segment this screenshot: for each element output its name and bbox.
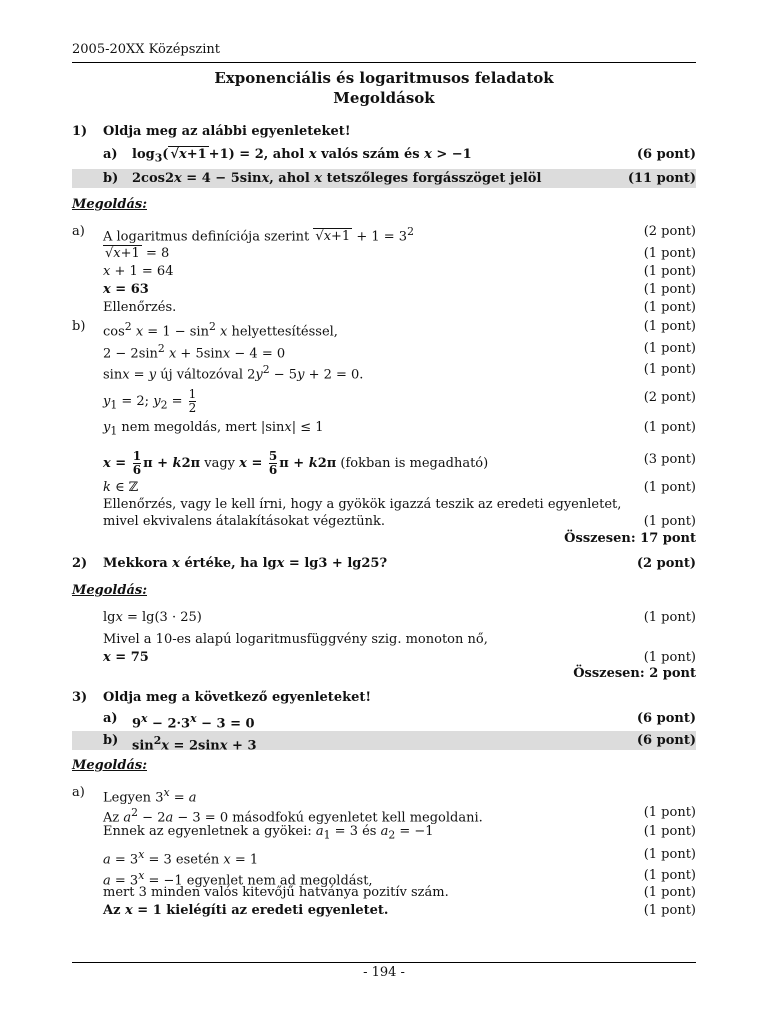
problem-1a <box>72 145 696 164</box>
math-text: a) <box>103 147 118 162</box>
math-text: 1 <box>188 387 197 401</box>
math-text: 1 <box>323 828 331 842</box>
subtitle: Megoldások <box>333 89 435 107</box>
points: Összesen: 2 pont <box>573 666 696 681</box>
math-text: x <box>284 420 292 435</box>
math-text: Legyen $3^x = a$ <box>103 786 197 806</box>
line <box>72 803 696 826</box>
math-text: a <box>103 852 111 868</box>
line <box>72 339 696 362</box>
math-text: 2) <box>72 556 88 571</box>
math-text: 2 <box>153 734 162 747</box>
math-text: $a = 3^x = -1$ egyenlet nem ad megoldást, <box>103 869 373 889</box>
math-text: $\cos^2 x = 1 - \sin^2 x$ helyettesítéssel, <box>103 320 338 340</box>
line: Megoldás: <box>72 583 147 598</box>
running-header: 2005-20XX Középszint <box>72 42 220 57</box>
math-text: x <box>103 264 111 279</box>
points: (1 pont) <box>643 824 696 839</box>
math-text <box>138 869 144 882</box>
points: (1 pont) <box>643 341 696 356</box>
math-text: y <box>153 394 161 409</box>
line <box>72 783 696 806</box>
line <box>72 529 696 548</box>
math-text: x <box>222 346 231 362</box>
math-text: 2cos2x = 4 − 5sinx, ahol x tetszőleges forgásszöget jelöl <box>132 171 542 186</box>
math-text: x <box>115 610 123 625</box>
points: (1 pont) <box>643 420 696 435</box>
points: (1 pont) <box>643 514 696 529</box>
title: Exponenciális és logaritmusos feladatok <box>214 69 554 87</box>
math-text: x <box>172 556 180 571</box>
math-text: b) <box>72 319 86 334</box>
math-text: x <box>219 324 228 340</box>
math-text: A logaritmus definíciója szerint $√x+1 + 1 = 3^2$ <box>103 225 414 245</box>
math-text: $y_1 = 2$; $y_2$ = $\frac{1}{2}$ <box>103 387 197 415</box>
math-text: 2 <box>188 401 197 415</box>
math-text: 2 <box>208 320 216 333</box>
points: (2 pont) <box>636 556 696 571</box>
math-text: x <box>223 852 231 868</box>
math-text: x <box>163 786 170 799</box>
math-text: 6 <box>132 463 142 477</box>
math-text: x <box>161 738 170 754</box>
points: (1 pont) <box>643 610 696 625</box>
points: (1 pont) <box>643 903 696 918</box>
problem-1b <box>72 169 696 188</box>
points: (2 pont) <box>643 224 696 239</box>
math-text: 2 <box>262 363 270 376</box>
math-text: $2 - 2\sin^2$ x + 5sinx − 4 = 0 <box>103 342 286 362</box>
math-text: Mivel a 10-es alapú logaritmusfüggvény szig. monoton nő, <box>103 632 488 647</box>
line <box>72 360 696 383</box>
math-text: $y_1$ nem megoldás, mert |sinx| ≤ 1 <box>103 420 324 438</box>
points: Összesen: 17 pont <box>564 531 696 546</box>
page-number: - 194 - <box>363 965 405 980</box>
math-text: $a = 3^x = 3$ esetén x = 1 <box>103 848 259 868</box>
points: (1 pont) <box>643 650 696 665</box>
points: (1 pont) <box>643 362 696 377</box>
math-text: 1 <box>110 398 118 412</box>
math-text: 2 <box>388 828 396 842</box>
math-text: b) <box>103 733 119 748</box>
math-text: y <box>103 420 111 435</box>
math-text: y <box>103 394 111 409</box>
line <box>72 449 696 477</box>
math-text: 2 <box>131 806 139 819</box>
math-text: √x+1 <box>170 147 207 162</box>
math-text: x <box>308 147 317 162</box>
points: (1 pont) <box>643 805 696 820</box>
math-text: x <box>424 147 432 162</box>
line <box>72 883 696 902</box>
math-text: x <box>323 229 332 245</box>
points: (1 pont) <box>643 319 696 334</box>
math-text: Az x = 1 kielégíti az eredeti egyenletet. <box>103 903 389 918</box>
math-text: y <box>297 367 305 383</box>
math-text: a <box>103 873 111 889</box>
points: (6 pont) <box>636 147 696 162</box>
line <box>72 222 696 245</box>
math-text <box>138 848 144 861</box>
math-text: x <box>103 282 111 297</box>
math-text: a <box>380 824 389 839</box>
math-text: lgx = lg(3 · 25) <box>103 610 202 625</box>
math-text: a <box>315 824 324 839</box>
math-text: x <box>168 346 177 362</box>
line <box>72 280 696 299</box>
math-text: Ellenőrzés, vagy le kell írni, hogy a gyökök igazzá teszik az eredeti egyenletet, <box>103 497 622 512</box>
math-text: x <box>261 171 270 186</box>
math-text <box>163 786 169 799</box>
math-text: 2 <box>124 320 132 333</box>
math-text: x <box>113 246 121 261</box>
math-text: mert 3 minden valós kitevőjű hatványa pozitív szám. <box>103 885 449 900</box>
math-text: x <box>239 456 247 471</box>
math-text <box>141 712 147 725</box>
math-text: 1) <box>72 124 88 139</box>
points: (1 pont) <box>643 300 696 315</box>
points: (1 pont) <box>643 868 696 883</box>
math-text: y <box>255 367 263 383</box>
math-text: 2 <box>157 342 165 355</box>
line <box>72 608 696 627</box>
math-text: 2 <box>407 225 414 238</box>
math-text: x + 1 = 64 <box>103 264 174 279</box>
math-text: x <box>103 650 111 665</box>
math-text: x <box>276 556 285 571</box>
math-text: x <box>178 147 187 162</box>
points: (11 pont) <box>627 171 696 186</box>
math-text: x = $\frac{1}{6}$ π + k2π vagy x = $\frac{5}{6}$ π + k2π (fokban is megadható) <box>103 449 489 477</box>
math-text: k <box>103 480 111 495</box>
math-text: x <box>122 367 130 383</box>
line <box>72 901 696 920</box>
math-text: 1 <box>110 424 118 438</box>
math-text: 5 <box>268 449 278 463</box>
points: (1 pont) <box>643 480 696 495</box>
math-text: x <box>138 869 145 882</box>
points: (6 pont) <box>636 711 696 726</box>
math-text: y <box>148 367 157 383</box>
line <box>72 845 696 868</box>
math-text <box>190 712 196 725</box>
math-text: x <box>138 848 145 861</box>
math-text: 3 <box>154 151 163 165</box>
math-text: x <box>174 171 182 186</box>
math-text: x <box>135 324 144 340</box>
math-text: a <box>188 790 197 806</box>
math-text: x = 63 <box>103 282 149 297</box>
header-rule <box>72 62 696 63</box>
math-text: Mekkora x értéke, ha lgx = lg3 + lg25? <box>103 556 388 571</box>
math-text: a) <box>72 785 85 800</box>
math-text: a) <box>103 711 118 726</box>
math-text: x <box>314 171 323 186</box>
footer-rule <box>72 962 696 963</box>
math-text: x = 75 <box>103 650 149 665</box>
line <box>72 317 696 340</box>
math-text: 1 <box>132 449 142 463</box>
points: (1 pont) <box>643 246 696 261</box>
line <box>72 418 696 437</box>
line <box>72 688 696 707</box>
points: (1 pont) <box>643 264 696 279</box>
points: (2 pont) <box>643 390 696 405</box>
math-text: x <box>219 738 228 754</box>
line: Megoldás: <box>72 758 147 773</box>
math-text: x = $\frac{1}{6}$ π + k2π <box>103 449 201 477</box>
line <box>72 298 696 317</box>
line <box>72 554 696 573</box>
math-text: k ∈ ℤ <box>103 480 139 495</box>
points: (3 pont) <box>643 452 696 467</box>
line <box>72 387 696 415</box>
points: (1 pont) <box>643 885 696 900</box>
line <box>72 630 696 649</box>
math-text: √x+1 <box>315 229 351 245</box>
math-text: a <box>165 810 174 826</box>
math-text: √x+1 <box>105 246 140 261</box>
math-text: k <box>172 456 182 471</box>
math-text: x <box>190 712 197 725</box>
line <box>72 731 696 754</box>
math-text <box>189 388 197 415</box>
points: (6 pont) <box>636 733 696 748</box>
math-text: $9^x - 2\cdot 3^x - 3 = 0$ <box>132 712 255 732</box>
math-text <box>269 450 277 477</box>
line <box>72 664 696 683</box>
points: (1 pont) <box>643 847 696 862</box>
math-text: 6 <box>268 463 278 477</box>
math-text: b) <box>103 171 119 186</box>
math-text <box>133 450 141 477</box>
math-text: x <box>103 456 111 471</box>
math-text: x = $\frac{5}{6}$ π + k2π <box>239 449 337 477</box>
line <box>72 822 696 841</box>
line <box>72 709 696 732</box>
math-text: mivel ekvivalens átalakításokat végeztünk. <box>103 514 386 529</box>
line <box>72 244 696 263</box>
math-text: Ennek az egyenletnek a gyökei: $a_1 = 3$ és $a_2 = -1$ <box>103 824 434 842</box>
math-text: sinx = y új változóval $2y^2 - 5y + 2 = 0$. <box>103 363 364 383</box>
math-text: √x+1 = 8 <box>105 246 170 261</box>
points: (1 pont) <box>643 282 696 297</box>
math-text: a) <box>72 224 85 239</box>
math-text: Oldja meg a következő egyenleteket! <box>103 690 372 705</box>
math-text: k <box>308 456 318 471</box>
math-text: Ellenőrzés. <box>103 300 177 315</box>
line <box>72 262 696 281</box>
math-text: 3) <box>72 690 88 705</box>
math-text: x <box>125 903 133 918</box>
problem-1 <box>72 122 696 141</box>
solution-label: Megoldás: <box>72 197 147 212</box>
math-text: $\sin^2x = 2\sin x + 3$ <box>132 734 257 754</box>
math-text: a <box>123 810 132 826</box>
math-text: Az $a^2 - 2a - 3 = 0$ másodfokú egyenletet kell megoldani. <box>103 806 483 826</box>
math-text: $\log_3$( √x+1 +1) = 2, ahol x valós szám és x > −1 <box>132 147 472 165</box>
math-text: Oldja meg az alábbi egyenleteket! <box>103 124 351 139</box>
math-text: x <box>141 712 148 725</box>
math-text: 2 <box>160 398 168 412</box>
